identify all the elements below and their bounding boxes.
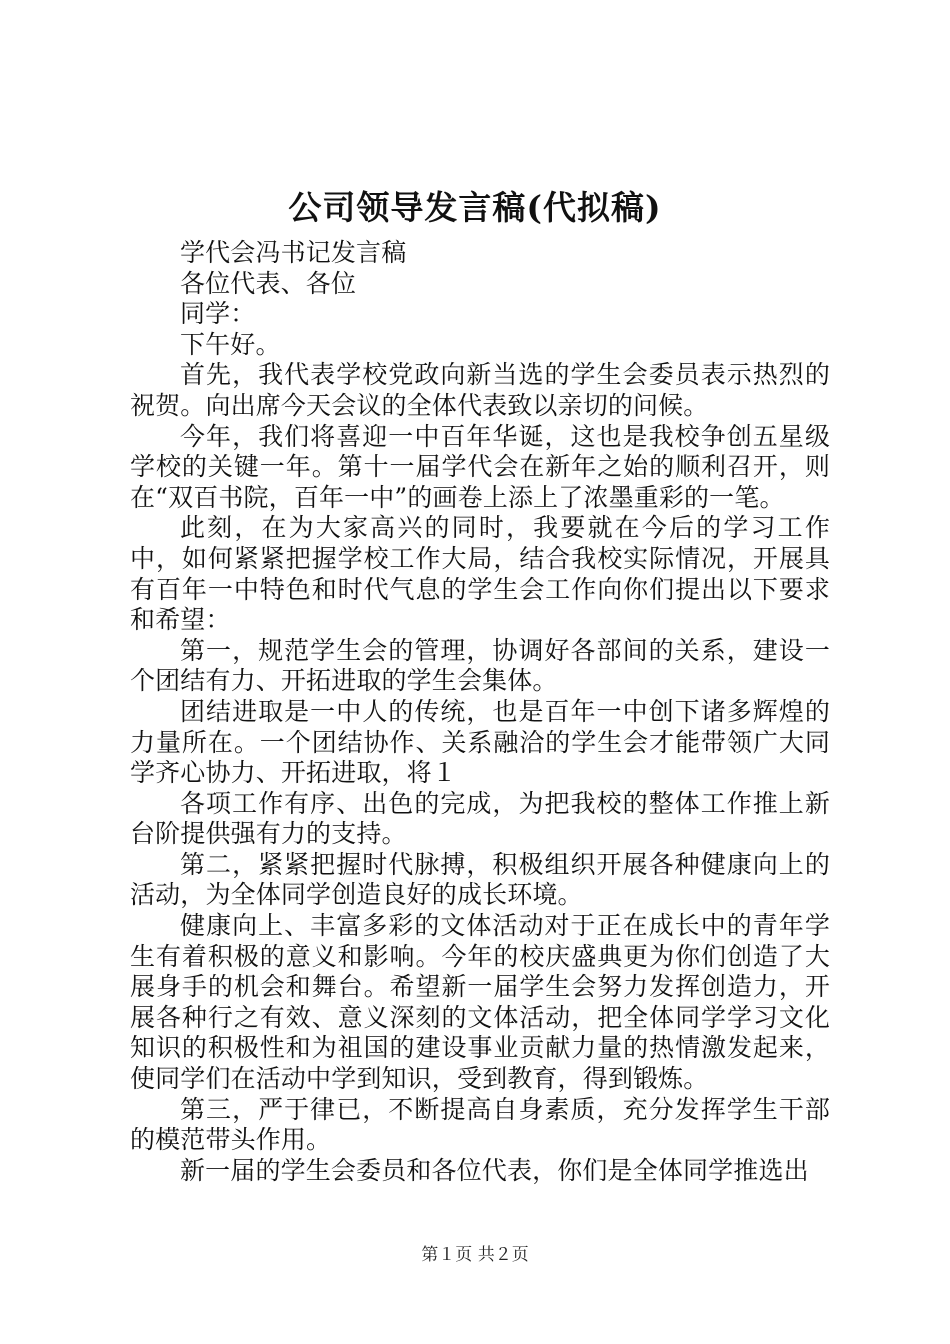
paragraph: 学代会冯书记发言稿 [180, 238, 407, 267]
paragraph: 首先，我代表学校党政向新当选的学生会委员表示热烈的祝贺。向出席今天会议的全体代表致以亲切的问候。 [130, 360, 830, 420]
paragraph: 第三，严于律已，不断提高自身素质，充分发挥学生干部的模范带头作用。 [130, 1094, 830, 1155]
paragraph: 团结进取是一中人的传统，也是百年一中创下诸多辉煌的力量所在。一个团结协作、关系融洽的学生会才能带领广大同学齐心协力、开拓进取，将１ [130, 696, 830, 788]
page-number-footer: 第１页 共２页 [421, 1245, 529, 1265]
paragraph: 第二，紧紧把握时代脉搏，积极组织开展各种健康向上的活动，为全体同学创造良好的成长环境。 [130, 849, 830, 910]
paragraph: 同学： [180, 299, 256, 329]
paragraph: 此刻，在为大家高兴的同时，我要就在今后的学习工作中，如何紧紧把握学校工作大局，结合我校实际情况，开展具有百年一中特色和时代气息的学生会工作向你们提出以下要求和希望： [130, 513, 830, 635]
paragraph: 第一，规范学生会的管理，协调好各部间的关系，建设一个团结有力、开拓进取的学生会集体。 [130, 635, 830, 696]
document-body [130, 238, 830, 1186]
paragraph: 今年，我们将喜迎一中百年华诞，这也是我校争创五星级学校的关键一年。第十一届学代会在新年之始的顺利召开，则在“双百书院，百年一中”的画卷上添上了浓墨重彩的一笔。 [130, 421, 830, 512]
paragraph: 新一届的学生会委员和各位代表，你们是全体同学推选出 [180, 1155, 809, 1185]
paragraph: 健康向上、丰富多彩的文体活动对于正在成长中的青年学生有着积极的意义和影响。今年的校庆盛典更为你们创造了大展身手的机会和舞台。希望新一届学生会努力发挥创造力，开展各种行之有效、意义深刻的文体活动，把全体同学学习文化知识的积极性和为祖国的建设事业贡献力量的热情激发起来，使同学们在活动中学到知识，受到教育，得到锻炼。 [130, 911, 830, 1094]
document-title: 公司领导发言稿(代拟稿) [288, 188, 662, 227]
paragraph: 各项工作有序、出色的完成，为把我校的整体工作推上新台阶提供强有力的支持。 [130, 788, 830, 849]
paragraph: 下午好。 [180, 329, 281, 359]
paragraph: 各位代表、各位 [180, 268, 357, 298]
